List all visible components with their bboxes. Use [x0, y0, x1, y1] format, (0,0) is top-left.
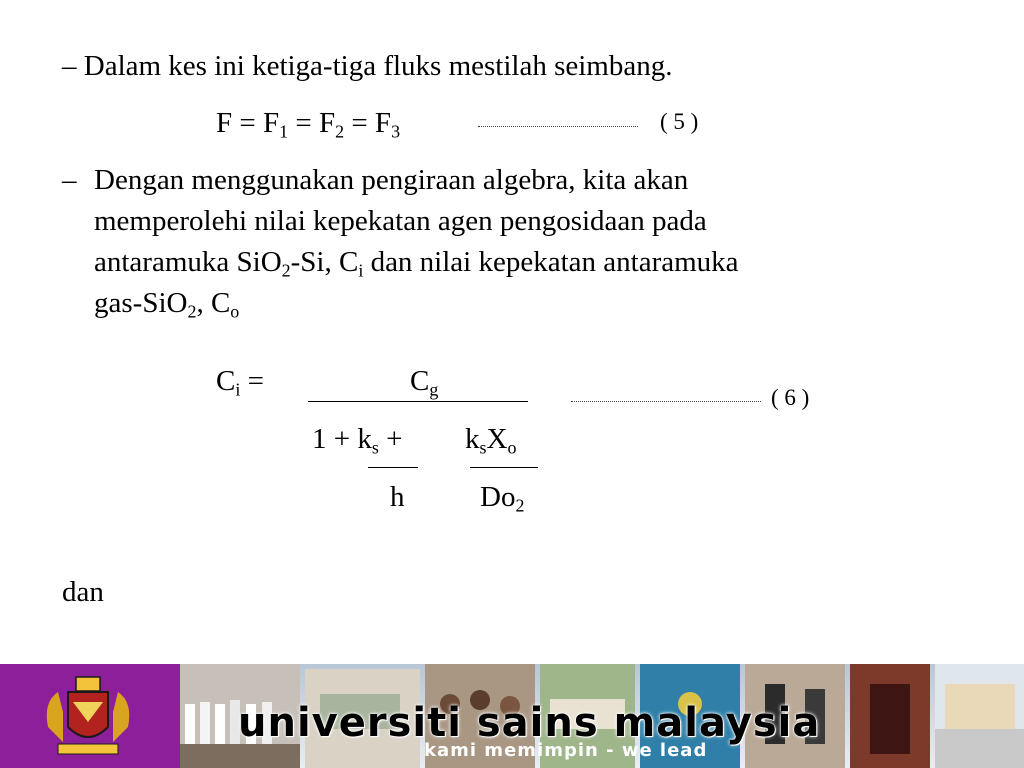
bullet-2	[94, 160, 739, 324]
equation-6-fraction-bar	[308, 401, 528, 402]
equation-5-number: ( 5 )	[660, 109, 699, 134]
equation-6-do: $Do_2$	[480, 481, 525, 516]
university-name: universiti sains malaysia	[238, 700, 821, 746]
equation-6-numerator: $C_g$	[410, 365, 439, 400]
equation-6-leader	[571, 401, 761, 402]
bullet-1-text: Dalam kes ini ketiga-tiga fluks mestilah seimbang.	[83, 50, 673, 82]
bullet-2-marker: –	[62, 164, 77, 196]
bullet-1	[62, 46, 672, 87]
university-motto: kami memimpin - we lead	[424, 740, 708, 761]
equation-5-leader	[478, 126, 638, 127]
equation-6-small-bar-1	[368, 467, 418, 468]
equation-5: $F = F_1 = F_2 = F_3$	[216, 107, 401, 142]
bullet-2-line-4: gas-SiO$_2$, $C_o$	[94, 287, 240, 322]
university-crest-logo	[28, 672, 148, 762]
equation-6-small-bar-2	[470, 467, 538, 468]
bullet-2-line-3: antaramuka SiO$_2$-Si, $C_i$ dan nilai kepekatan antaramuka	[94, 246, 739, 281]
bullet-2-line-1: Dengan menggunakan pengiraan algebra, kita akan	[94, 164, 689, 196]
equation-6-h: h	[390, 481, 405, 513]
equation-6-lhs: $C_i$ =	[216, 365, 264, 400]
bullet-marker: –	[62, 50, 77, 82]
bullet-2-line-2: memperolehi nilai kepekatan agen pengosidaan pada	[94, 205, 707, 237]
equation-6-number: ( 6 )	[771, 385, 810, 410]
equation-6-denominator-term: $k_sX_o$	[465, 423, 517, 458]
equation-6-denominator: $1 + k_s$ +	[312, 423, 403, 458]
trailing-word: dan	[62, 576, 104, 608]
